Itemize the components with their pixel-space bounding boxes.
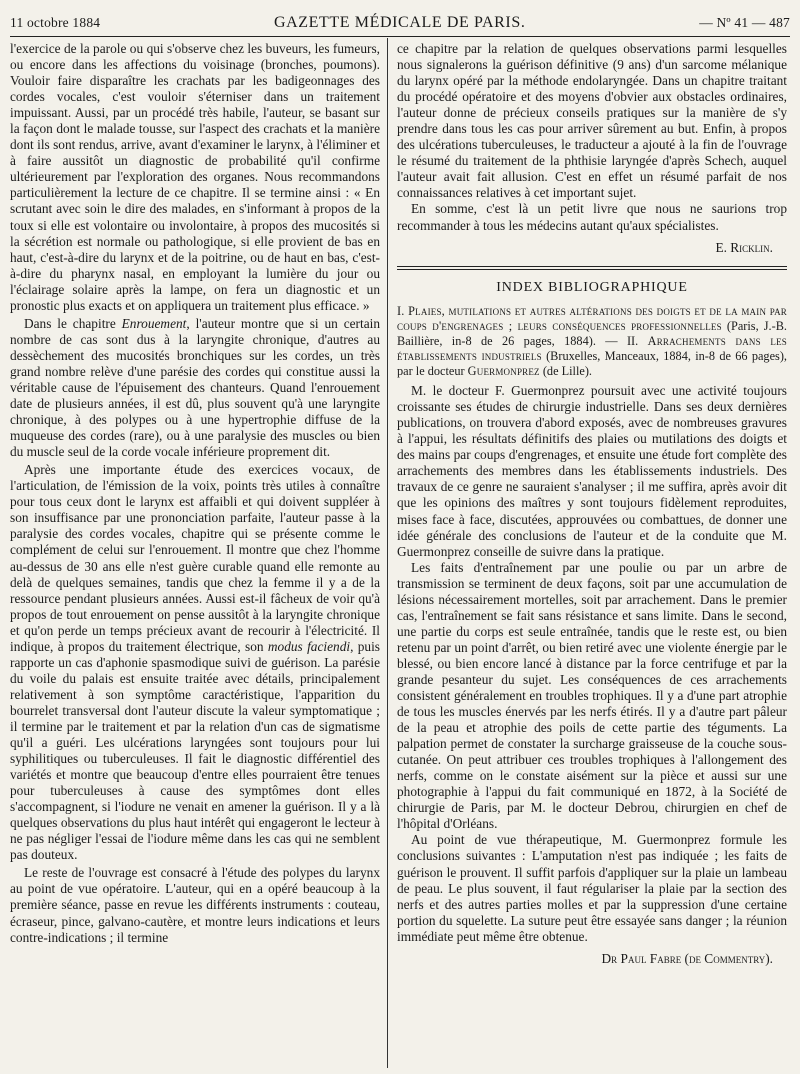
header-rule (10, 36, 790, 37)
paragraph: l'exercice de la parole ou qui s'observe chez les buveurs, les fumeurs, ou encore dans les affections du voisinage (bronches, poumons). Vouloir faire disparaître les crachats par les badigeonnages des cordes vocales, c'est vouloir s'éterniser dans un traitement impuissant. Aussi, par un procédé très habile, l'auteur, se basant sur la façon dont le malade tousse, sur l'aspect des crachats et la manière dont ils sont rendus, arrive, avant d'examiner le larynx, à l'éliminer et à faire aussitôt un diagnostic de probabilité qu'il confirme ultérieurement par l'exploration des organes. Nous recommandons particulièrement la lecture de ce chapitre. Il se termine ainsi : « En scrutant avec soin le dire des malades, en s'informant à propos de la toux si elle est volontaire ou involontaire, à propos des mucosités si la sécrétion est normale ou pathologique, si elle provient de bas en haut, c'est-à-dire du larynx et de la poitrine, ou de haut en bas, c'est-à-dire du pharynx nasal, en employant la lumière du jour ou l'éclairage solaire après la lampe, on fera un diagnostic et un pronostic plus exacts et on appliquera un traitement plus efficace. » (10, 41, 380, 313)
page-header (10, 10, 790, 36)
section-title: INDEX BIBLIOGRAPHIQUE (496, 279, 688, 295)
section-rule (397, 266, 787, 270)
paragraph: En somme, c'est là un petit livre que nous ne saurions trop recommander à tous les médecins autant qu'aux spécialistes. (397, 201, 787, 233)
italic-term: modus faciendi (267, 638, 351, 654)
bibliography-entry: I. Plaies, mutilations et autres altérations des doigts et de la main par coups d'engrenages ; leurs conséquences professionnelles (Paris, J.-B. Baillière, in-8 de 26 pages, 1884). — II. Arrachements dans les établissements industriels (Bruxelles, Manceaux, 1884, in-8 de 66 pages), par le docteur Guermonprez (de Lille). (397, 303, 787, 379)
column-divider (387, 38, 388, 1068)
paragraph: Après une importante étude des exercices vocaux, de l'articulation, de l'émission de la voix, points très utiles à connaître pour tous ceux dont le larynx est affaibli et qui doivent suppléer à son insuffisance par une prononciation parfaite, l'auteur passe à la paralysie des cordes vocales, chapitre qui se présente comme le complément de celui sur l'enrouement. Il montre que chez l'homme au-dessus de 30 ans elle n'est guère curable quand elle remonte au delà de quelques semaines, tandis que chez la femme il y a de la ressource pendant plusieurs années. Aussi est-il fâcheux de voir qu'à propos de tout enrouement on pense aussitôt à la laryngite chronique et qu'on perde un temps précieux avant de recourir à l'électricité. Il indique, à propos du traitement électrique, son modus faciendi, puis rapporte un cas d'aphonie spasmodique suivi de guérison. La parésie du voile du palais est ensuite traitée avec détails, principalement relativement à son symptôme caractéristique, l'apparition du bourrelet transversal dont l'auteur discute la valeur symptomatique ; il termine par le traitement et par la relation d'un cas de sigmatisme qu'il a guéri. Les ulcérations laryngées sont toujours pour lui syphilitiques ou tuberculeuses. Il fait le diagnostic différentiel des variétés et montre que beaucoup d'entre elles pourraient être tenues pour tuberculeuses à cause des symptômes dont elles s'accompagnent, si l'iodure ne venait en amener la guérison. Il y a là quelques observations du plus haut intérêt qui engageront le lecteur à ne pas négliger l'essai de l'iodure même dans les cas qui ne semblent pas douteux. (10, 462, 380, 863)
right-column (397, 41, 787, 1066)
header-date: 11 octobre 1884 (10, 15, 101, 30)
paragraph: Dans le chapitre Enrouement, l'auteur montre que si un certain nombre de cas sont dus à la laryngite chronique, d'autres au dessèchement des mucosités bronchiques sur les cordes, un très grand nombre relève d'une parésie des cordes qui constitue aussi la véritable cause de l'épuisement des chanteurs. Quand l'enrouement date de plusieurs années, il est dû, plus souvent qu'à une laryngite chronique, à des polypes ou à une hypertrophie diffuse de la muqueuse des cordes (rare), ou à une paralysie des muscles ou bien du muscle seul de la corde vocale inférieure proprement dit. (10, 315, 380, 460)
paragraph: M. le docteur F. Guermonprez poursuit avec une activité toujours croissante ses études de chirurgie industrielle. Dans ses deux dernières publications, on trouvera d'abord exposés, avec de nombreuses gravures à l'appui, les résultats définitifs des plaies ou mutilations des doigts et des mains par coups d'engrenages, et ensuite une étude fort complète des arrachements des membres dans les établissements industriels. Des travaux de ce genre ne sauraient s'analyser ; il me suffira, après avoir dit que les opinions des maîtres y sont toujours fidèlement reproduites, mises face à face, discutées, approuvées ou combattues, de donner une idée générale des conclusions de l'auteur et de la conduite que M. Guermonprez conseille de suivre dans la pratique. (397, 383, 787, 559)
paragraph: Les faits d'entraînement par une poulie ou par un arbre de transmission se terminent de deux façons, soit par une accumulation de lésions nécessairement mortelles, soit par arrachement. Dans le premier cas, l'entraînement se fait sans résistance et sans limite. Dans le second, une partie du corps est seule entraînée, tandis que le reste est, ou bien retenu par un point d'arrêt, ou bien retiré avec une violente énergie par le blessé, ou bien encore lancé à distance par la force centrifuge et par la grande pesanteur du sujet. Les conséquences de ces arrachements consistent généralement en troubles trophiques. Il y a d'une part atrophie de tous les muscles énervés par les nerfs étirés. Il y a d'autre part pâleur de la peau et atrophie des poils de cette partie des téguments. La palpation permet de constater la surcharge graisseuse de la couche sous-cutanée. On peut attribuer ces troubles trophiques à l'allongement des nerfs, comme on le constate aisément sur la pièce et aussi sur une photographie à l'appui du fait communiqué en 1872, à la Société de chirurgie de Paris, par M. le docteur Debrou, chirurgien en chef de l'hôpital d'Orléans. (397, 559, 787, 832)
signature: Dr Paul Fabre (de Commentry). (601, 950, 773, 966)
italic-term: Enrouement (121, 315, 187, 331)
paragraph: ce chapitre par la relation de quelques observations parmi lesquelles nous signalerons la guérison définitive (9 ans) d'un sarcome mélanique du larynx opéré par la méthode endolaryngée. Dans un chapitre traitant du procédé opératoire et des moyens d'obvier aux obstacles ordinaires, l'auteur donne de précieux conseils pratiques sur la manière de s'y prendre dans tous les cas pour arriver sûrement au but. Enfin, à propos des ulcérations tuberculeuses, le traducteur a ajouté à la fin de l'ouvrage le résumé du traitement de la phthisie laryngée d'après Schech, auquel l'auteur avait fait allusion. C'est en effet un résumé parfait de nos connaissances relatives à cet important sujet. (397, 41, 787, 201)
header-issue: — Nº 41 — 487 (699, 15, 790, 30)
paragraph: Le reste de l'ouvrage est consacré à l'étude des polypes du larynx au point de vue opératoire. L'auteur, qui en a opéré beaucoup à la première séance, passe en revue les différents instruments : couteau, écraseur, pince, galvano-cautère, et montre leurs indications et leurs contre-indications ; il termine (10, 865, 380, 945)
left-column (10, 41, 380, 1066)
header-title: GAZETTE MÉDICALE DE PARIS. (273, 14, 526, 31)
paragraph: Au point de vue thérapeutique, M. Guermonprez formule les conclusions suivantes : L'amputation n'est pas indiquée ; les faits de guérison le prouvent. Il suffit parfois d'appliquer sur la plaie un lambeau de peau. Le plus souvent, il faut régulariser la plaie par la section des nerfs et des autres parties molles et par la suppression d'une certaine portion du squelette. La suture peut être essayée sans danger ; la réunion immédiate peut même être obtenue. (397, 832, 787, 944)
signature: E. Ricklin. (715, 239, 773, 255)
